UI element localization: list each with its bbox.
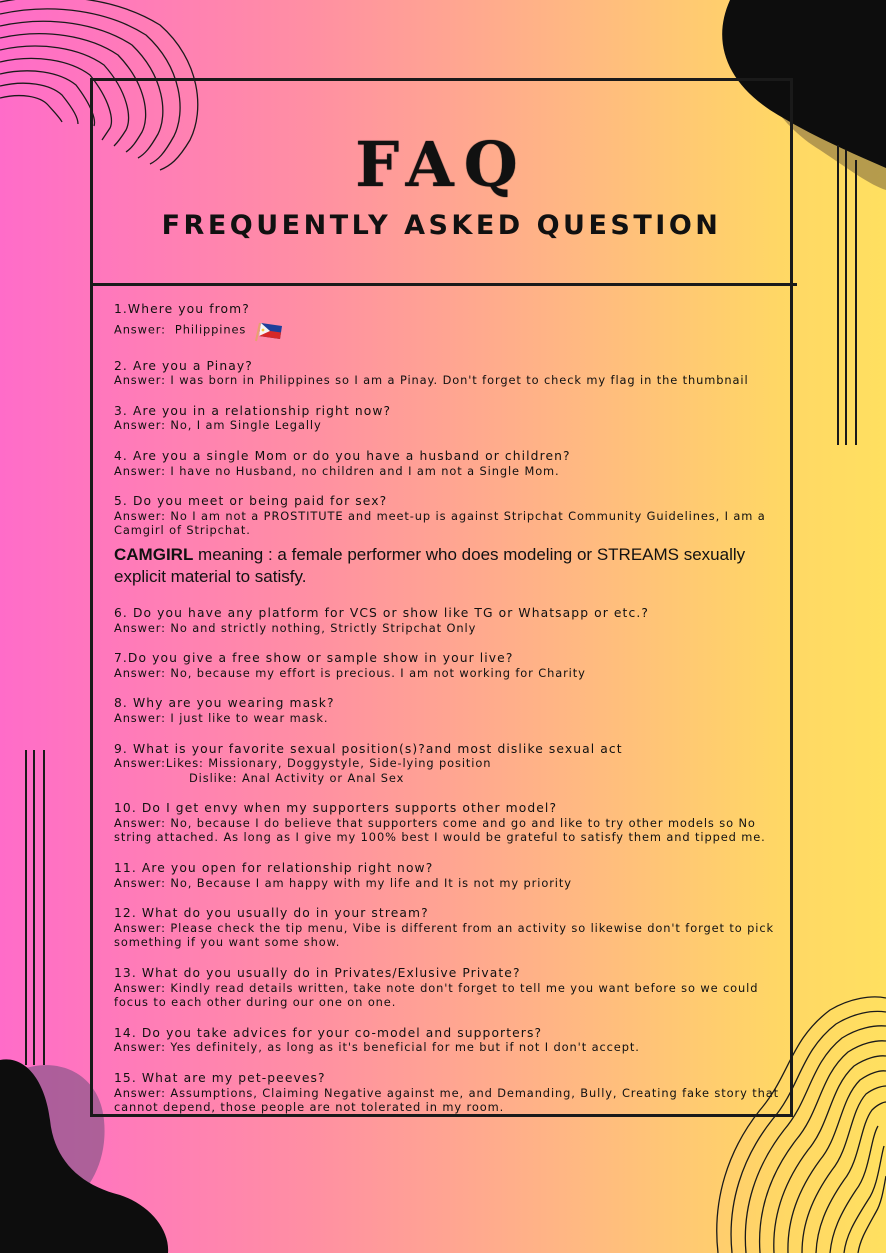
faq-list <box>114 302 790 1131</box>
vertical-lines-left <box>26 750 44 1065</box>
faq-question: 4. Are you a single Mom or do you have a husband or children? <box>114 448 571 463</box>
faq-question: 5. Do you meet or being paid for sex? <box>114 494 388 509</box>
vertical-lines-right <box>838 145 856 445</box>
page-subtitle: FREQUENTLY ASKED QUESTION <box>161 210 722 241</box>
philippines-flag-icon <box>254 317 286 343</box>
faq-answer: Answer: Assumptions, Claiming Negative against me, and Demanding, Bully, Creating fake story that cannot depend, those people are not tolerated in my room. <box>114 1085 784 1115</box>
faq-item <box>114 606 790 635</box>
faq-question: 8. Why are you wearing mask? <box>114 696 335 711</box>
page-title: FAQ <box>355 128 528 201</box>
faq-answer: Answer: Kindly read details written, take note don't forget to tell me you want before so we could focus to each other during our one on one. <box>114 980 763 1010</box>
faq-answer: Answer: Please check the tip menu, Vibe is different from an activity so likewise don't forget to pick something if you want some show. <box>114 920 779 950</box>
faq-item <box>114 359 790 388</box>
faq-item <box>114 449 790 478</box>
faq-answer: Answer: Yes definitely, as long as it's beneficial for me but if not I don't accept. <box>114 1040 640 1055</box>
faq-question: 6. Do you have any platform for VCS or show like TG or Whatsapp or etc.? <box>114 605 649 620</box>
faq-answer: Answer: I just like to wear mask. <box>114 710 329 725</box>
faq-question: 7.Do you give a free show or sample show in your live? <box>114 651 514 666</box>
faq-answer: Answer: No, because I do believe that supporters come and go and like to try other models so No string attached. As long as I give my 100% best I would be grateful to satisfy them and tipped me. <box>114 815 766 845</box>
faq-question: 11. Are you open for relationship right now? <box>114 861 434 876</box>
header-divider <box>90 283 797 286</box>
faq-answer: Answer: No, because my effort is precious. I am not working for Charity <box>114 665 586 680</box>
faq-item <box>114 651 790 680</box>
faq-item <box>114 1071 790 1115</box>
faq-answer: Answer: No and strictly nothing, Strictly Stripchat Only <box>114 620 477 635</box>
faq-answer: Answer: I was born in Philippines so I am a Pinay. Don't forget to check my flag in the thumbnail <box>114 373 749 388</box>
faq-question: 9. What is your favorite sexual position(s)?and most dislike sexual act <box>114 741 623 756</box>
faq-answer-continued: Dislike: Anal Activity or Anal Sex <box>189 770 405 785</box>
faq-answer: Answer:Likes: Missionary, Doggystyle, Side-lying position <box>114 756 492 771</box>
faq-question: 10. Do I get envy when my supporters supports other model? <box>114 801 558 816</box>
faq-item <box>114 404 790 433</box>
faq-item <box>114 494 790 538</box>
faq-item <box>114 801 790 845</box>
faq-item <box>114 1026 790 1055</box>
definition-text: meaning : a female performer who does modeling or STREAMS sexually explicit material to satisfy. <box>114 544 746 586</box>
faq-item <box>114 742 790 786</box>
faq-answer: Answer: Philippines <box>114 317 790 343</box>
faq-question: 2. Are you a Pinay? <box>114 358 253 373</box>
faq-question: 12. What do you usually do in your stream? <box>114 906 429 921</box>
camgirl-definition <box>114 544 790 588</box>
faq-answer: Answer: No, I am Single Legally <box>114 418 322 433</box>
faq-answer: Answer: I have no Husband, no children and I am not a Single Mom. <box>114 463 560 478</box>
faq-item <box>114 861 790 890</box>
faq-question: 13. What do you usually do in Privates/Exlusive Private? <box>114 966 521 981</box>
faq-answer: Answer: No, Because I am happy with my life and It is not my priority <box>114 875 572 890</box>
faq-question: 1.Where you from? <box>114 302 250 316</box>
faq-item <box>114 302 790 343</box>
faq-item <box>114 696 790 725</box>
faq-item <box>114 966 790 1010</box>
faq-question: 14. Do you take advices for your co-model and supporters? <box>114 1025 543 1040</box>
definition-term: CAMGIRL <box>114 544 194 564</box>
faq-answer: Answer: No I am not a PROSTITUTE and meet-up is against Stripchat Community Guidelines, I am a Camgirl of Stripchat. <box>114 508 771 538</box>
faq-question: 15. What are my pet-peeves? <box>114 1071 326 1085</box>
faq-question: 3. Are you in a relationship right now? <box>114 403 392 418</box>
faq-item <box>114 906 790 950</box>
